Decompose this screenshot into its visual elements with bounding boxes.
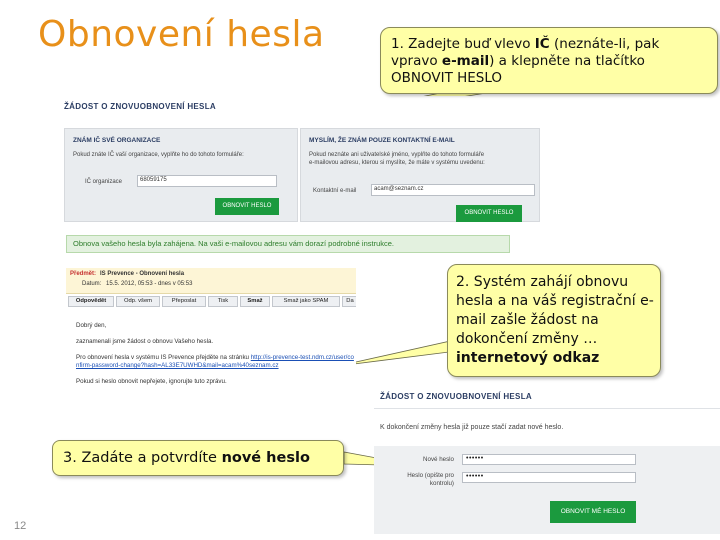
ic-field-label: IČ organizace (85, 179, 123, 185)
step-1-text-e: ) a klepněte na tlačítko OBNOVIT HESLO (391, 53, 645, 86)
email-input[interactable]: acam@seznam.cz (371, 184, 535, 196)
date-text: 15.5. 2012, 05:53 - dnes v 05:53 (106, 281, 193, 287)
more-button[interactable]: Da (342, 296, 356, 307)
email-greeting: Dobrý den, (76, 322, 107, 329)
confirm-password-label-1: Heslo (opište pro (407, 472, 454, 479)
slide-title: Obnovení hesla (38, 14, 325, 55)
new-password-input[interactable]: •••••• (462, 454, 636, 465)
callout-2-pointer (338, 340, 465, 366)
ic-reset-button[interactable]: OBNOVIT HESLO (215, 198, 279, 215)
reply-all-button[interactable]: Odp. všem (116, 296, 160, 307)
new-password-text: K dokončení změny hesla již pouze stačí zadat nové heslo. (380, 424, 564, 431)
email-panel (300, 128, 540, 222)
confirm-password-input[interactable]: •••••• (462, 472, 636, 483)
print-button[interactable]: Tisk (208, 296, 238, 307)
email-line-3: Pokud si heslo obnovit nepřejete, ignorujte tuto zprávu. (76, 378, 227, 385)
subject-text: IS Prevence - Obnovení hesla (100, 271, 185, 277)
email-toolbar (66, 295, 356, 309)
step-1-ic: IČ (534, 36, 550, 52)
email-panel-text-2: e-mailovou adresu, kterou si myslíte, že máte v systému uvedenu: (309, 160, 485, 166)
email-field-label: Kontaktní e-mail (313, 188, 357, 194)
reset-link[interactable]: http://is-prevence-test.ndm.cz/user/confirm-password-change?hash=AL33E7UWHD&mail=acam%40seznam.cz (76, 354, 354, 369)
ic-panel-text: Pokud znáte IČ vaší organizace, vyplňte ho do tohoto formuláře: (73, 152, 244, 158)
step-2-link-text: internetový odkaz (456, 350, 600, 366)
email-line-2-text: Pro obnovení hesla v systému IS Prevence přejděte na stránku (76, 354, 251, 361)
success-notice: Obnova vašeho hesla byla zahájena. Na vaši e-mailovou adresu vám dorazí podrobné instrukce. (66, 235, 510, 253)
ic-input[interactable]: 68059175 (137, 175, 277, 187)
new-password-label: Nové heslo (423, 456, 454, 463)
reply-button[interactable]: Odpovědět (68, 296, 114, 307)
divider (374, 408, 720, 409)
new-password-heading: ŽÁDOST O ZNOVUOBNOVENÍ HESLA (380, 392, 532, 401)
reset-request-screenshot (60, 96, 542, 256)
delete-button[interactable]: Smaž (240, 296, 270, 307)
email-line-1: zaznamenali jsme žádost o obnovu Vašeho hesla. (76, 338, 214, 345)
delete-spam-button[interactable]: Smaž jako SPAM (272, 296, 340, 307)
email-reset-button[interactable]: OBNOVIT HESLO (456, 205, 522, 222)
new-password-form (374, 446, 720, 534)
save-new-password-button[interactable]: OBNOVIT MÉ HESLO (550, 501, 636, 523)
step-1-text-a: 1. Zadejte buď vlevo (391, 36, 535, 52)
ic-panel-title: ZNÁM IČ SVÉ ORGANIZACE (73, 137, 161, 144)
forward-button[interactable]: Přeposlat (162, 296, 206, 307)
subject-label: Předmět: (70, 271, 97, 277)
email-panel-title: MYSLÍM, ŽE ZNÁM POUZE KONTAKTNÍ E-MAIL (309, 137, 455, 144)
confirm-password-label-2: kontrolu) (429, 480, 454, 487)
step-2-callout (447, 264, 661, 377)
email-line-2 (76, 354, 354, 370)
ic-panel (64, 128, 298, 222)
reset-heading: ŽÁDOST O ZNOVUOBNOVENÍ HESLA (64, 102, 216, 111)
email-body (76, 322, 354, 394)
email-panel-text-1: Pokud neznáte ani uživatelské jméno, vyplňte do tohoto formuláře (309, 152, 485, 158)
page-number: 12 (14, 520, 27, 532)
step-3-new-password: nové heslo (221, 450, 310, 466)
step-2-text-a: 2. Systém zahájí obnovu hesla a na váš registrační e-mail zašle žádost na dokončení změny … (456, 274, 654, 347)
email-header (66, 268, 356, 294)
step-3-callout (52, 440, 344, 476)
email-screenshot (66, 268, 356, 408)
new-password-screenshot (374, 384, 720, 534)
date-label: Datum: (82, 281, 102, 287)
step-1-email: e-mail (441, 53, 490, 69)
step-3-text-a: 3. Zadáte a potvrdíte (63, 450, 222, 466)
step-1-callout (380, 27, 718, 94)
step-1-text-c: (neznáte-li, pak vpravo (391, 36, 660, 69)
